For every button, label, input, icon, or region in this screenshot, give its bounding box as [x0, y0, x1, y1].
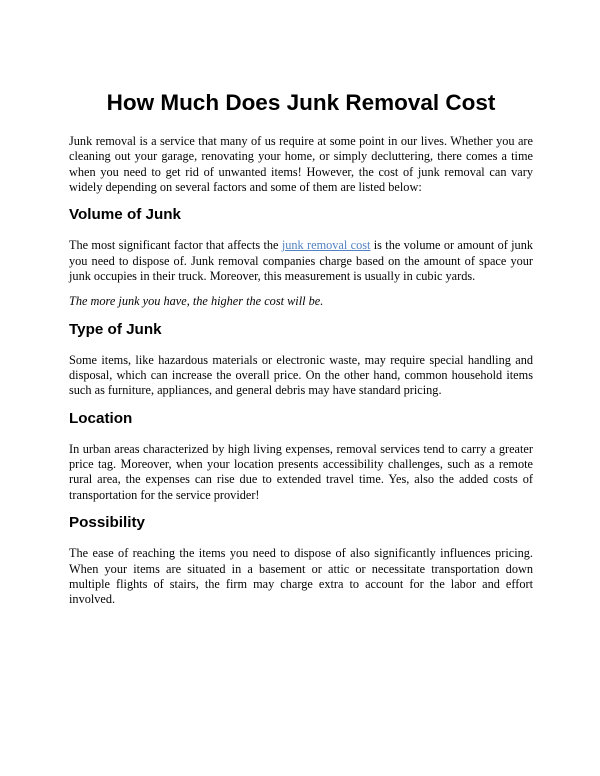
- volume-paragraph-after-link: is the volume or amount of junk you need to dispose of. Junk removal companies charge based on the amount of space your junk occupies in their truck. Moreover, this measurement is usually in cubic yards.: [69, 238, 533, 284]
- possibility-paragraph: The ease of reaching the items you need to dispose of also significantly influences pricing. When your items are situated in a basement or attic or necessitate transportation down multiple flights of stairs, the firm may charge extra to account for the labor and effort involved.: [69, 546, 533, 607]
- type-paragraph: Some items, like hazardous materials or electronic waste, may require special handling and disposal, which can increase the overall price. On the other hand, common household items such as furniture, appliances, and general debris may have standard pricing.: [69, 352, 533, 398]
- volume-paragraph-before-link: The most significant factor that affects the: [69, 238, 282, 253]
- intro-paragraph: Junk removal is a service that many of us require at some point in our lives. Whether you are cleaning out your garage, renovating your home, or simply decluttering, there comes a time when you need to get rid of unwanted items! However, the cost of junk removal can vary widely depending on several factors and some of them are listed below:: [69, 134, 533, 195]
- page-title: How Much Does Junk Removal Cost: [106, 90, 496, 115]
- heading-type-of-junk: Type of Junk: [69, 320, 162, 338]
- volume-paragraph: [69, 238, 533, 284]
- junk-removal-cost-link[interactable]: junk removal cost: [281, 238, 371, 253]
- heading-possibility: Possibility: [69, 514, 145, 532]
- location-paragraph: In urban areas characterized by high living expenses, removal services tend to carry a greater price tag. Moreover, when your location presents accessibility challenges, such as a remote rural area, the expenses can rise due to extended travel time. Yes, also the added costs of transportation for the service provider!: [69, 441, 533, 502]
- heading-volume-of-junk: Volume of Junk: [69, 206, 181, 224]
- volume-italic-note: The more junk you have, the higher the cost will be.: [69, 294, 324, 309]
- heading-location: Location: [69, 409, 133, 427]
